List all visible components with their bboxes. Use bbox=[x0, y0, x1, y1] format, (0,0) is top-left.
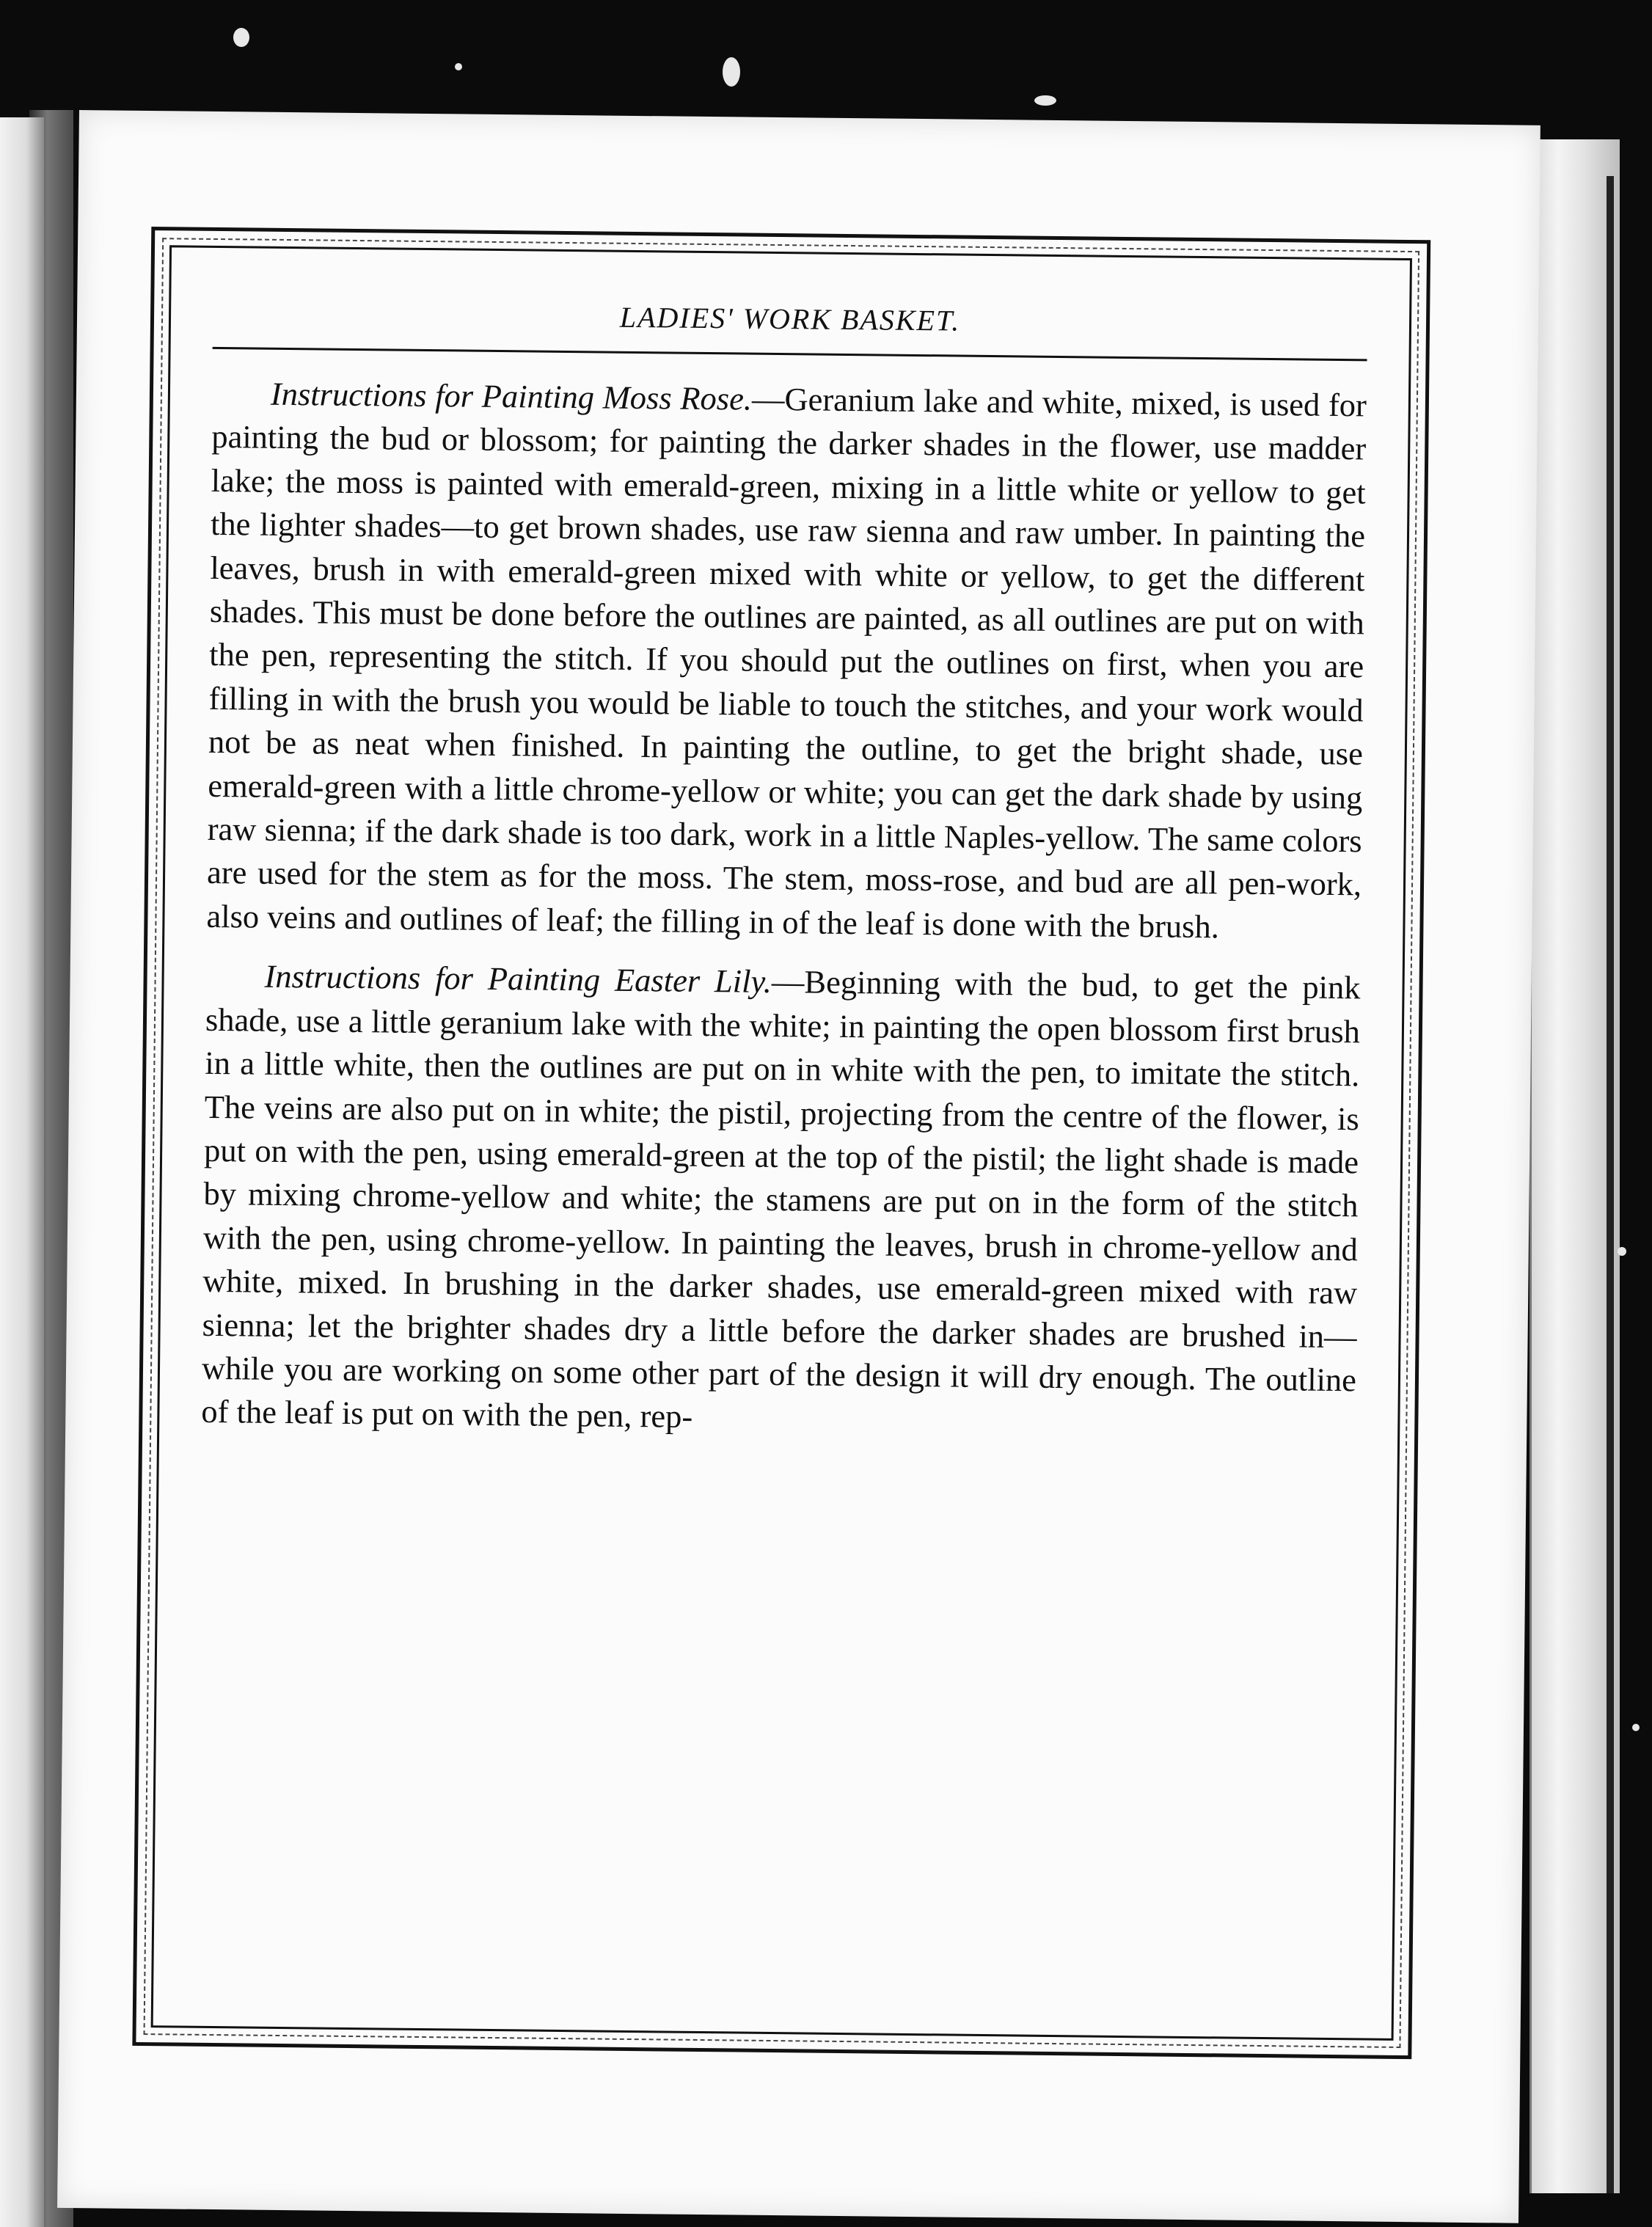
film-speck bbox=[455, 63, 462, 70]
page-body bbox=[201, 372, 1367, 1446]
paragraph-text: Geranium lake and white, mixed, is used for painting the bud or blossom; for painting the darker shades in the flower, use madder lake; the moss is painted with emerald-green, mixing in a little white or yellow to get the lighter shades—to get brown shades, use raw sienna and raw umber. In painting the leaves, brush in with emerald-green mixed with white or yellow, to get the different shades. This must be done before the outlines are painted, as all outlines are put on with the pen, representing the stitch. If you should put the outlines on first, when you are filling in with the brush you would be liable to touch the stitches, and your work would not be as neat when finished. In painting the outline, to get the bright shade, use emerald-green with a little chrome-yellow or white; you can get the dark shade by using raw sienna; if the dark shade is too dark, work in a little Naples-yellow. The same colors are used for the stem as for the moss. The stem, moss-rose, and bud are all pen-work, also veins and outlines of leaf; the filling in of the leaf is done with the brush. bbox=[206, 381, 1367, 946]
paragraph-moss-rose bbox=[206, 372, 1367, 951]
film-speck bbox=[233, 28, 249, 47]
em-dash: — bbox=[771, 963, 805, 1001]
film-speck bbox=[1034, 95, 1056, 106]
film-speck bbox=[1618, 1247, 1626, 1256]
paragraph-text: Beginning with the bud, to get the pink shade, use a little geranium lake with the white; in painting the open blossom first brush in a little white, then the outlines are put on in white with the pen, to imitate the stitch. The veins are also put on in white; the pistil, projecting from the centre of the flower, is put on with the pen, using emerald-green at the top of the pistil; the light shade is made by mixing chrome-yellow and white; the stamens are put on in the form of the stitch with the pen, using chrome-yellow. In painting the leaves, brush in chrome-yellow and white, mixed. In brushing in the darker shades, use emerald-green mixed with raw sienna; let the brighter shades dry a little before the darker shades are brushed in—while you are working on some other part of the design it will dry enough. The outline of the leaf is put on with the pen, rep- bbox=[201, 963, 1361, 1436]
em-dash: — bbox=[751, 380, 785, 418]
film-speck bbox=[723, 57, 740, 87]
book-page bbox=[57, 110, 1540, 2223]
running-head: LADIES' WORK BASKET. bbox=[619, 300, 961, 337]
film-speck bbox=[1632, 1724, 1640, 1731]
paragraph-easter-lily bbox=[201, 954, 1361, 1446]
paragraph-title: Instructions for Painting Moss Rose. bbox=[270, 375, 753, 417]
page-stack-shadow bbox=[1607, 176, 1614, 2193]
paragraph-title: Instructions for Painting Easter Lily. bbox=[264, 957, 772, 1001]
previous-page-edge bbox=[0, 117, 44, 2227]
ornamental-border bbox=[132, 227, 1430, 2059]
